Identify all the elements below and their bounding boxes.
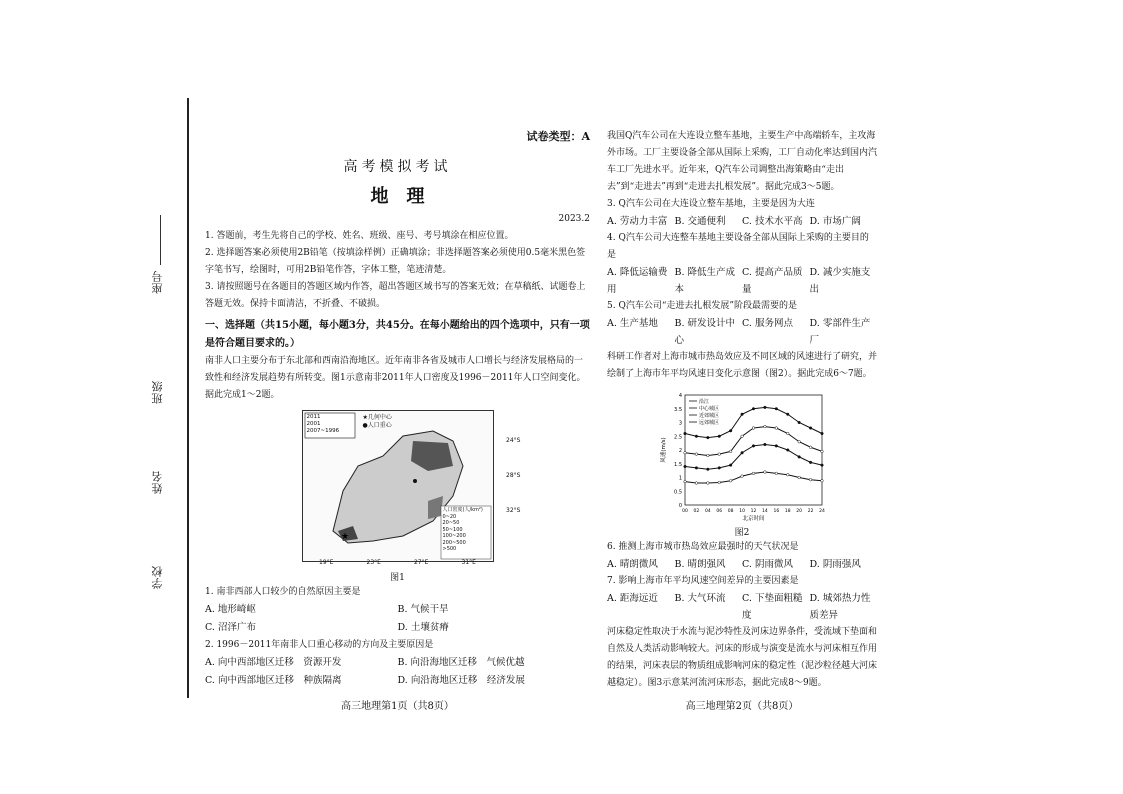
legend-label: 近郊城区 <box>699 413 720 419</box>
x-axis-label: 北京时间 <box>742 516 765 522</box>
passage-3: 科研工作者对上海市城市热岛效应及不同区域的风速进行了研究，并绘制了上海市年平均风速日变化示意图（图2）。据此完成6～7题。 <box>607 352 878 379</box>
data-point <box>718 453 721 456</box>
left-footer: 高三地理第1页（共8页） <box>341 701 454 712</box>
data-point <box>695 482 698 485</box>
left-page <box>205 128 590 716</box>
q1-options-row1 <box>205 601 590 619</box>
density-level: 50~100 <box>442 526 463 533</box>
y-tick-label: 2 <box>678 448 682 454</box>
q7-option-d[interactable]: D. 城郊热力性质差异 <box>809 593 871 621</box>
data-point <box>718 467 721 470</box>
x-tick-label: 10 <box>739 509 745 514</box>
lat-label: 32°S <box>506 507 521 514</box>
wind-speed-chart <box>657 387 827 527</box>
q7-option-c[interactable]: C. 下垫面粗糙度 <box>742 593 803 621</box>
data-point <box>786 413 789 416</box>
fig1-year-1996: 2007~1996 <box>306 428 340 434</box>
q3-option-d[interactable]: D. 市场广阔 <box>809 216 861 227</box>
school-label: 学校 <box>151 565 164 589</box>
question-4: 4. Q汽车公司大连整车基地主要设备全部从国际上采购的主要目的是 <box>607 233 869 260</box>
q5-option-b[interactable]: B. 研发设计中心 <box>674 318 736 346</box>
question-2: 2. 1996－2011年南非人口重心移动的方向及主要原因是 <box>205 640 434 650</box>
y-tick-label: 3 <box>678 420 682 427</box>
lon-label: 19°E <box>319 559 334 566</box>
fig1-year-2011: 2011 <box>306 414 321 420</box>
q3-option-c[interactable]: C. 技术水平高 <box>742 216 803 227</box>
q5-option-c[interactable]: C. 服务网点 <box>742 318 793 329</box>
right-footer: 高三地理第2页（共8页） <box>685 701 799 712</box>
q1-option-c[interactable]: C. 沼泽广布 <box>205 622 256 633</box>
legend-label: 远郊城区 <box>699 420 720 426</box>
population-center-legend: ●人口重心 <box>362 422 392 429</box>
q4-option-b[interactable]: B. 降低生产成本 <box>674 267 736 295</box>
data-point <box>718 435 721 438</box>
instructions <box>205 228 590 313</box>
data-point <box>786 449 789 452</box>
data-point <box>729 450 732 453</box>
data-point <box>741 475 744 478</box>
q6-option-b[interactable]: B. 晴朗强风 <box>674 559 726 570</box>
q5-options <box>607 315 877 349</box>
y-tick-label: 1 <box>678 475 682 482</box>
q2-option-a[interactable]: A. 向中西部地区迁移 资源开发 <box>205 657 342 668</box>
subject-title: 地 理 <box>370 186 425 207</box>
q6-options <box>607 556 877 573</box>
passage-4: 河床稳定性取决于水流与泥沙特性及河床边界条件，受流域下垫面和自然及人类活动影响较大。河床的形成与演变是流水与河床相互作用的结果，河床表层的物质组成影响河床的稳定性（泥沙粒径越大河床越稳定）。图3示意某河流河床形态，据此完成8～9题。 <box>607 627 878 688</box>
data-point <box>752 407 755 410</box>
binding-line <box>187 98 189 698</box>
data-point <box>764 443 767 446</box>
data-point <box>752 427 755 430</box>
data-point <box>729 464 732 467</box>
lat-label: 28°S <box>506 472 521 479</box>
data-point <box>752 472 755 475</box>
svg-text:★: ★ <box>340 532 349 542</box>
density-level: 100~200 <box>442 533 466 539</box>
passage-1: 南非人口主要分布于东北部和西南沿海地区。近年南非各省及城市人口增长与经济发展格局的一致性和经济发展趋势有所转变。图1示意南非2011年人口密度及1996－2011年人口空间变化。据此完成1～2题。 <box>205 356 586 400</box>
legend-label: 中心城区 <box>699 406 720 412</box>
exam-date: 2023.2 <box>558 214 590 224</box>
data-point <box>741 451 744 454</box>
data-point <box>684 432 687 435</box>
data-point <box>752 445 755 448</box>
data-point <box>809 461 812 464</box>
x-tick-label: 08 <box>727 509 734 514</box>
q4-option-c[interactable]: C. 提高产品质量 <box>742 267 803 295</box>
data-point <box>809 446 812 449</box>
data-point <box>729 480 732 483</box>
data-point <box>764 425 767 428</box>
figure-2-chart <box>657 387 827 527</box>
right-page <box>607 128 877 715</box>
lon-label: 27°E <box>414 559 429 566</box>
x-tick-label: 04 <box>704 509 711 514</box>
q4-option-a[interactable]: A. 降低运输费用 <box>607 267 668 295</box>
y-axis-label: 风速(m/s) <box>661 437 667 463</box>
seat-label: 座号 <box>151 270 164 294</box>
instruction-3: 3. 请按照题号在各题目的答题区域内作答，超出答题区域书写的答案无效；在草稿纸、试题卷上答题无效。保持卡面清洁，不折叠、不破损。 <box>205 282 586 309</box>
instruction-1: 1. 答题前，考生先将自己的学校、姓名、班级、座号、考号填涂在相应位置。 <box>205 231 514 241</box>
legend-label: 沿江 <box>699 399 710 405</box>
data-point <box>786 473 789 476</box>
x-tick-label: 14 <box>762 509 768 514</box>
data-point <box>741 413 744 416</box>
x-tick-label: 20 <box>796 509 803 514</box>
exam-type: 试卷类型：A <box>526 130 590 143</box>
q7-option-b[interactable]: B. 大气环流 <box>674 593 726 604</box>
section-heading: 一、选择题（共15小题，每小题3分，共45分。在每小题给出的四个选项中，只有一项是符合题目要求的。） <box>205 320 590 349</box>
exam-title: 高考模拟考试 <box>343 159 452 175</box>
y-tick-label: 4 <box>678 393 682 399</box>
density-level: 200~500 <box>442 539 466 546</box>
data-point <box>821 464 824 467</box>
data-point <box>775 472 778 475</box>
density-legend-title: 人口密度(人/km²) <box>442 507 483 513</box>
density-legend <box>443 507 483 553</box>
passage-2: 我国Q汽车公司在大连设立整车基地，主要生产中高端轿车，主攻海外市场。工厂主要设备全部从国际上采购，工厂自动化率达到国内汽车工厂先进水平。近年来，Q汽车公司调整出海策略由“走出去”到“走进去”再到“走进去扎根发展”。据此完成3～5题。 <box>607 131 878 192</box>
q5-option-d[interactable]: D. 零部件生产厂 <box>809 318 871 346</box>
data-point <box>786 432 789 435</box>
data-point <box>684 480 687 483</box>
q3-option-b[interactable]: B. 交通便利 <box>674 216 726 227</box>
lon-label: 31°E <box>461 559 476 566</box>
series-line-2 <box>685 427 822 456</box>
x-tick-label: 22 <box>807 509 814 514</box>
data-point <box>695 435 698 438</box>
class-label: 班级 <box>151 380 164 404</box>
q2-option-d[interactable]: D. 向沿海地区迁移 经济发展 <box>397 675 525 686</box>
data-point <box>729 429 732 432</box>
data-point <box>821 432 824 435</box>
density-level: 20~50 <box>442 520 460 526</box>
data-point <box>707 436 710 439</box>
x-tick-label: 06 <box>716 509 723 514</box>
data-point <box>809 478 812 481</box>
name-label: 姓名 <box>151 470 164 494</box>
y-tick-label: 3.5 <box>674 406 682 413</box>
q3-option-a[interactable]: A. 劳动力丰富 <box>607 216 668 227</box>
question-1: 1. 南非西部人口较少的自然原因主要是 <box>205 587 361 597</box>
geometric-center-legend: ★几何中心 <box>362 414 392 421</box>
data-point <box>775 407 778 410</box>
q1-option-d[interactable]: D. 土壤贫瘠 <box>397 622 449 633</box>
data-point <box>821 450 824 453</box>
data-point <box>684 465 687 468</box>
question-5: 5. Q汽车公司“走进去扎根发展”阶段最需要的是 <box>607 301 798 311</box>
figure-1-map <box>302 410 521 566</box>
data-point <box>798 421 801 424</box>
fig1-years <box>307 414 340 435</box>
data-point <box>798 440 801 443</box>
x-tick-label: 24 <box>819 509 825 514</box>
data-point <box>741 435 744 438</box>
q1-options-row2 <box>205 619 590 637</box>
x-tick-label: 12 <box>750 509 757 514</box>
latitude-labels <box>506 423 520 528</box>
density-level: 0~20 <box>442 513 457 520</box>
question-6: 6. 推测上海市城市热岛效应最强时的天气状况是 <box>607 542 799 552</box>
y-tick-label: 2.5 <box>674 434 682 441</box>
figure-2-caption: 图2 <box>734 528 750 538</box>
q1-option-b[interactable]: B. 气候干旱 <box>397 604 449 615</box>
data-point <box>695 467 698 470</box>
x-tick-label: 00 <box>682 509 688 514</box>
data-point <box>695 453 698 456</box>
q2-option-c[interactable]: C. 向中西部地区迁移 种族隔离 <box>205 675 342 686</box>
lat-label: 24°S <box>506 437 521 444</box>
question-7: 7. 影响上海市年平均风速空间差异的主要因素是 <box>607 576 799 586</box>
data-point <box>775 445 778 448</box>
q2-options-row2 <box>205 672 590 690</box>
x-tick-label: 18 <box>784 509 791 514</box>
data-point <box>764 406 767 409</box>
data-point <box>798 476 801 479</box>
q2-option-b[interactable]: B. 向沿海地区迁移 气候优越 <box>397 657 525 668</box>
q3-options <box>607 213 877 230</box>
q5-option-a[interactable]: A. 生产基地 <box>607 318 658 329</box>
series-line-3 <box>685 445 822 470</box>
q7-options <box>607 590 877 624</box>
seat-underline <box>160 215 161 265</box>
data-point <box>764 471 767 474</box>
fig1-year-2001: 2001 <box>306 421 321 427</box>
q6-option-a[interactable]: A. 晴朗微风 <box>607 559 658 570</box>
density-level: >500 <box>442 546 457 552</box>
data-point <box>707 454 710 457</box>
x-tick-label: 16 <box>773 509 780 514</box>
q4-option-d[interactable]: D. 减少实施支出 <box>809 267 871 295</box>
data-point <box>821 480 824 483</box>
data-point <box>707 468 710 471</box>
data-point <box>798 456 801 459</box>
data-point <box>775 427 778 430</box>
y-tick-label: 0 <box>678 503 682 509</box>
q6-option-d[interactable]: D. 阴雨强风 <box>809 559 861 570</box>
q6-option-c[interactable]: C. 阴雨微风 <box>742 559 793 570</box>
x-tick-label: 02 <box>693 509 700 514</box>
q1-option-a[interactable]: A. 地形崎岖 <box>205 604 256 615</box>
fig1-legend <box>363 414 392 430</box>
lon-label: 23°E <box>366 559 381 566</box>
question-3: 3. Q汽车公司在大连设立整车基地，主要是因为大连 <box>607 199 815 209</box>
q2-options-row1 <box>205 654 590 672</box>
longitude-labels <box>303 554 493 572</box>
data-point <box>684 451 687 454</box>
data-point <box>707 482 710 485</box>
q4-options <box>607 264 877 298</box>
data-point <box>718 481 721 484</box>
q7-option-a[interactable]: A. 距海远近 <box>607 593 658 604</box>
instruction-2: 2. 选择题答案必须使用2B铅笔（按填涂样例）正确填涂；非选择题答案必须使用0.5毫米黑色签字笔书写，绘图时，可用2B铅笔作答，字体工整，笔迹清楚。 <box>205 248 586 275</box>
figure-1-caption: 图1 <box>390 573 405 583</box>
y-tick-label: 1.5 <box>674 461 682 468</box>
data-point <box>809 427 812 430</box>
y-tick-label: 0.5 <box>674 489 682 496</box>
